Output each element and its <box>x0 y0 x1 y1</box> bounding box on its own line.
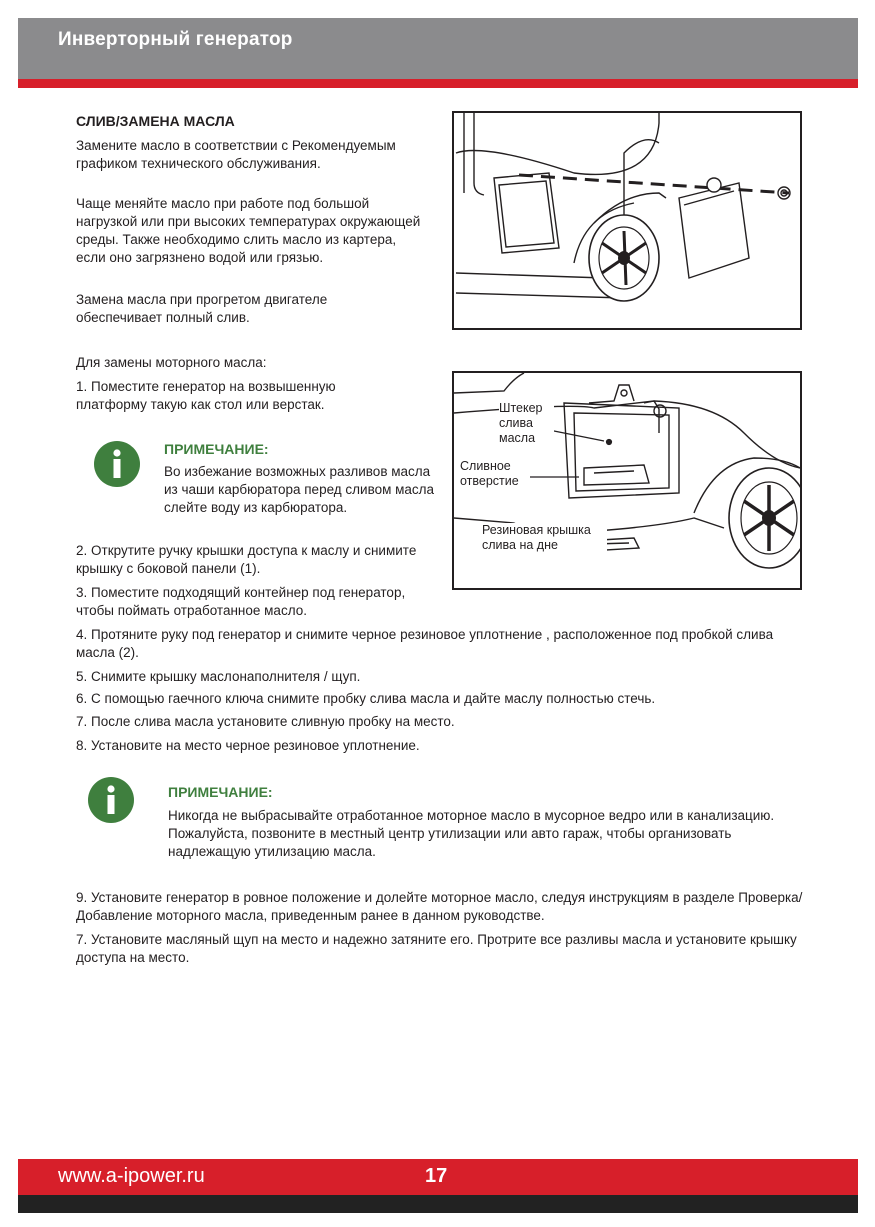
step-1: 1. Поместите генератор на возвышенную платформу такую как стол или верстак. <box>76 379 336 412</box>
paragraph-intro: Для замены моторного масла: <box>76 355 267 370</box>
page-number: 17 <box>425 1165 448 1187</box>
step-5: 5. Снимите крышку маслонаполнителя / щуп. <box>76 669 361 684</box>
footer-url: www.a-ipower.ru <box>58 1165 205 1187</box>
figure-access-cover <box>452 111 802 330</box>
step-7-final: 7. Установите масляный щуп на место и надежно затяните его. Протрите все разливы масла и установите крышку доступа на место. <box>76 932 797 965</box>
paragraph-schedule: Замените масло в соответствии с Рекомендуемым графиком технического обслуживания. <box>76 138 396 171</box>
note-title: ПРИМЕЧАНИЕ: <box>164 441 269 457</box>
note-text: Во избежание возможных разливов масла из чаши карбюратора перед сливом масла слейте воду из карбюратора. <box>164 464 435 515</box>
info-icon <box>88 777 134 823</box>
header-accent-bar <box>18 79 858 88</box>
label-rubber-cap: Резиновая крышка слива на дне <box>482 523 607 553</box>
figure-drain-plug <box>452 371 802 590</box>
label-drain-hole: Сливное отверстие <box>460 459 530 489</box>
footer-dark-bar <box>18 1195 858 1213</box>
paragraph-warm-engine: Замена масла при прогретом двигателе обеспечивает полный слив. <box>76 292 328 325</box>
step-3: 3. Поместите подходящий контейнер под генератор, чтобы поймать отработанное масло. <box>76 585 406 618</box>
step-9: 9. Установите генератор в ровное положение и долейте моторное масло, следуя инструкциям в разделе Проверка/Добавление моторного масла, приведенным ранее в данном руководстве. <box>76 890 803 923</box>
paragraph-conditions: Чаще меняйте масло при работе под большой нагрузкой или при высоких температурах окружающей среды. Также необходимо слить масло из картера, если оно загрязнено водой или грязью. <box>76 196 421 265</box>
info-icon <box>94 441 140 487</box>
wheel-icon <box>729 468 800 568</box>
page-title: Инверторный генератор <box>58 29 293 50</box>
label-drain-plug: Штекер слива масла <box>499 401 554 446</box>
generator-cover-illustration <box>454 113 800 328</box>
step-4: 4. Протяните руку под генератор и снимите черное резиновое уплотнение , расположенное под пробкой слива масла (2). <box>76 627 774 660</box>
wheel-icon <box>589 215 659 301</box>
section-heading: СЛИВ/ЗАМЕНА МАСЛА <box>76 113 235 129</box>
note-title: ПРИМЕЧАНИЕ: <box>168 784 273 800</box>
step-7: 7. После слива масла установите сливную пробку на место. <box>76 714 455 729</box>
note-text: Никогда не выбрасывайте отработанное моторное масло в мусорное ведро или в канализацию. Пожалуйста, позвоните в местный центр утилизации или авто гараж, чтобы организовать надлежащую утилизацию масла. <box>168 808 775 859</box>
step-6: 6. С помощью гаечного ключа снимите пробку слива масла и дайте маслу полностью стечь. <box>76 691 656 706</box>
step-8: 8. Установите на место черное резиновое уплотнение. <box>76 738 420 753</box>
step-2: 2. Открутите ручку крышки доступа к маслу и снимите крышку с боковой панели (1). <box>76 543 417 576</box>
